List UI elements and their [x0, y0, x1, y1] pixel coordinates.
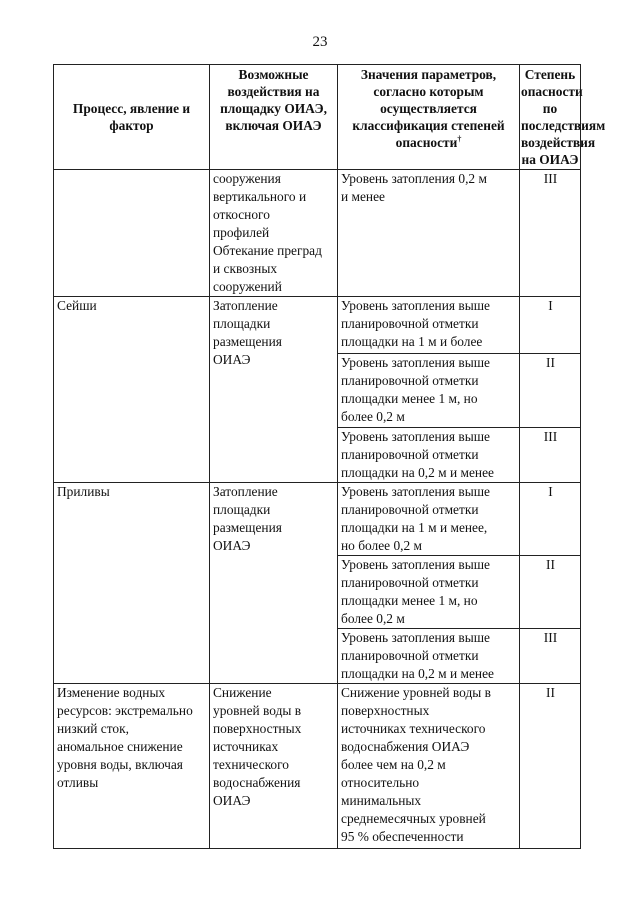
header-process: Процесс, явление и фактор [54, 65, 210, 170]
text-line: Уровень затопления выше [341, 355, 490, 370]
text-line: Снижение [213, 685, 272, 700]
text-line: планировочной отметки [341, 648, 479, 663]
text-line: низкий сток, [57, 721, 129, 736]
text-line: планировочной отметки [341, 447, 479, 462]
text-line: площадки на 0,2 м и менее [341, 666, 494, 681]
text-line: сооружений [213, 279, 282, 294]
text-line: более 0,2 м [341, 409, 405, 424]
text-line: и сквозных [213, 261, 278, 276]
cell-params [338, 684, 520, 849]
hazard-classification-table [53, 64, 606, 849]
cell-params [338, 556, 520, 629]
text-line: Уровень затопления выше [341, 557, 490, 572]
text-line: профилей [213, 225, 270, 240]
text-line: и менее [341, 189, 385, 204]
cell-degree: II [520, 354, 581, 428]
text-line: ОИАЭ [213, 352, 251, 367]
text-line: 95 % обеспеченности [341, 829, 464, 844]
text-line: планировочной отметки [341, 502, 479, 517]
text-line: Обтекание преград [213, 243, 322, 258]
cell-degree: II [520, 556, 581, 629]
header-degree: Степень опасности по последствиям воздействия на ОИАЭ [520, 65, 581, 170]
text-line: размещения [213, 520, 282, 535]
text-line: Уровень затопления 0,2 м [341, 171, 487, 186]
text-line: поверхностных [213, 721, 302, 736]
cell-impacts [210, 483, 338, 684]
text-line: ресурсов: экстремально [57, 703, 193, 718]
table-row [54, 170, 581, 297]
cell-degree: I [520, 297, 581, 354]
text-line: более 0,2 м [341, 611, 405, 626]
cell-degree: II [520, 684, 581, 849]
cell-process: Приливы [54, 483, 210, 684]
text-line: планировочной отметки [341, 373, 479, 388]
text-line: размещения [213, 334, 282, 349]
cell-process: Сейши [54, 297, 210, 483]
text-line: водоснабжения [213, 775, 301, 790]
cell-process [54, 684, 210, 849]
text-line: площадки на 0,2 м и менее [341, 465, 494, 480]
text-line: площадки на 1 м и менее, [341, 520, 488, 535]
text-line: аномальное снижение [57, 739, 183, 754]
text-line: сооружения [213, 171, 281, 186]
cell-impacts [210, 297, 338, 483]
header-impacts: Возможные воздействия на площадку ОИАЭ, включая ОИАЭ [210, 65, 338, 170]
text-line: площадки менее 1 м, но [341, 593, 478, 608]
header-params [338, 65, 520, 170]
text-line: уровня воды, включая [57, 757, 183, 772]
text-line: площадки [213, 316, 271, 331]
cell-params [338, 297, 520, 354]
page-number: 23 [312, 34, 328, 50]
cell-impacts [210, 170, 338, 297]
header-params-text: Значения параметров, согласно которым осуществляется классификация степеней опасности [352, 67, 505, 150]
cell-params [338, 170, 520, 297]
cell-params [338, 629, 520, 684]
table-row [54, 297, 581, 354]
table-row [54, 483, 581, 556]
text-line: более чем на 0,2 м [341, 757, 446, 772]
text-line: Уровень затопления выше [341, 630, 490, 645]
text-line: Снижение уровней воды в [341, 685, 491, 700]
text-line: но более 0,2 м [341, 538, 423, 553]
text-line: Уровень затопления выше [341, 429, 490, 444]
text-line: уровней воды в [213, 703, 302, 718]
text-line: отливы [57, 775, 99, 790]
text-line: источниках технического [341, 721, 486, 736]
text-line: площадки менее 1 м, но [341, 391, 478, 406]
text-line: площадки [213, 502, 271, 517]
cell-process-empty [54, 170, 210, 297]
text-line: Изменение водных [57, 685, 166, 700]
cell-degree: I [520, 483, 581, 556]
table-header-row [54, 65, 581, 170]
text-line: Уровень затопления выше [341, 298, 490, 313]
text-line: минимальных [341, 793, 422, 808]
text-line: ОИАЭ [213, 538, 251, 553]
cell-degree: III [520, 428, 581, 483]
text-line: вертикального и [213, 189, 307, 204]
text-line: планировочной отметки [341, 575, 479, 590]
cell-degree: III [520, 170, 581, 297]
text-line: площадки на 1 м и более [341, 334, 483, 349]
text-line: источниках [213, 739, 279, 754]
text-line: планировочной отметки [341, 316, 479, 331]
text-line: среднемесячных уровней [341, 811, 486, 826]
text-line: откосного [213, 207, 270, 222]
text-line: Затопление [213, 298, 278, 313]
cell-params [338, 354, 520, 428]
text-line: технического [213, 757, 289, 772]
cell-params [338, 428, 520, 483]
table-row [54, 684, 581, 849]
text-line: Уровень затопления выше [341, 484, 490, 499]
cell-impacts [210, 684, 338, 849]
text-line: водоснабжения ОИАЭ [341, 739, 470, 754]
cell-degree: III [520, 629, 581, 684]
header-params-footnote-mark: † [457, 134, 462, 144]
text-line: относительно [341, 775, 420, 790]
cell-params [338, 483, 520, 556]
text-line: Затопление [213, 484, 278, 499]
text-line: ОИАЭ [213, 793, 251, 808]
text-line: поверхностных [341, 703, 430, 718]
